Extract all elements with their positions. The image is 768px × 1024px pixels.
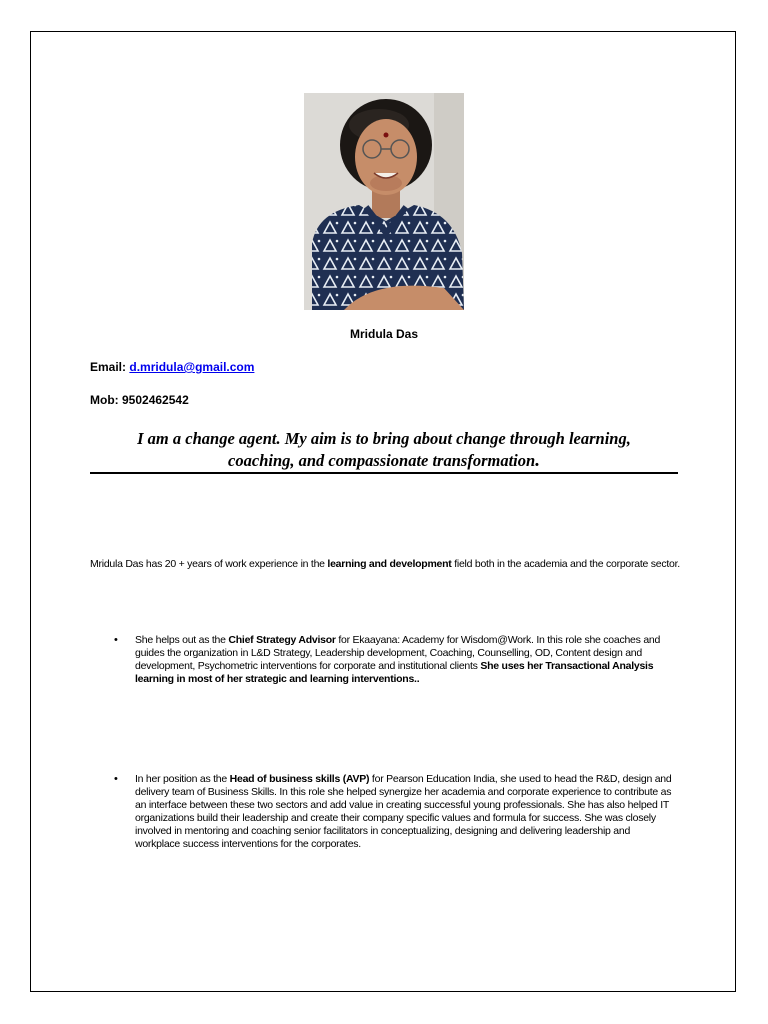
tagline-line-2: coaching, and compassionate transformation bbox=[228, 451, 536, 470]
email-line bbox=[90, 360, 254, 374]
bullet-2-text-a: In her position as the bbox=[135, 773, 230, 785]
profile-photo bbox=[304, 93, 464, 310]
intro-text-end: field both in the academia and the corporate sector. bbox=[451, 558, 680, 570]
bullet-2-text-b: for Pearson Education India, she used to head the R&D, design and delivery team of Business Skills. In this role she helped synergize her academia and corporate experience to contribute as an interface between these two sectors and add value in creating successful young professionals. She has also helped IT organizations build their leadership and create their company specific values and formula for success. She was closely involved in mentoring and coaching senior facilitators in conceptualizing, designing and delivering leadership and workplace success interventions for the corporates. bbox=[135, 773, 672, 850]
bullet-icon: • bbox=[114, 634, 118, 646]
mobile-line bbox=[90, 393, 189, 407]
bullet-1-bold-closing: She uses her Transactional Analysis learning in most of her strategic and learning interventions.. bbox=[135, 660, 654, 685]
mobile-number: 9502462542 bbox=[122, 393, 189, 407]
bullet-1-text-b: for Ekaayana: Academy for Wisdom@Work. In this role she coaches and guides the organization in L&D Strategy, Leadership development, Coaching, Counselling, OD, Content design and development, Psychometric interventions for corporate and institutional clients bbox=[135, 634, 661, 672]
tagline-period: . bbox=[535, 450, 540, 471]
intro-bold-text: learning and development bbox=[327, 558, 452, 570]
tagline-line-1: I am a change agent. My aim is to bring about change through learning, bbox=[137, 429, 631, 448]
horizontal-rule bbox=[90, 472, 678, 474]
email-label: Email: bbox=[90, 360, 127, 374]
bullet-icon: • bbox=[114, 773, 118, 785]
bullet-item-strategy-advisor bbox=[135, 634, 675, 686]
email-link[interactable]: d.mridula@gmail.com bbox=[129, 360, 255, 374]
tagline bbox=[90, 428, 678, 472]
bullet-2-bold-role: Head of business skills (AVP) bbox=[229, 773, 370, 785]
person-name: Mridula Das bbox=[349, 327, 418, 341]
bullet-1-bold-role: Chief Strategy Advisor bbox=[228, 634, 336, 646]
bullet-1-text-a: She helps out as the bbox=[135, 634, 229, 646]
intro-paragraph bbox=[90, 558, 680, 571]
bullet-item-head-business-skills bbox=[135, 773, 675, 851]
mobile-label: Mob: bbox=[90, 393, 119, 407]
intro-text-start: Mridula Das has 20 + years of work experience in the bbox=[90, 558, 328, 570]
